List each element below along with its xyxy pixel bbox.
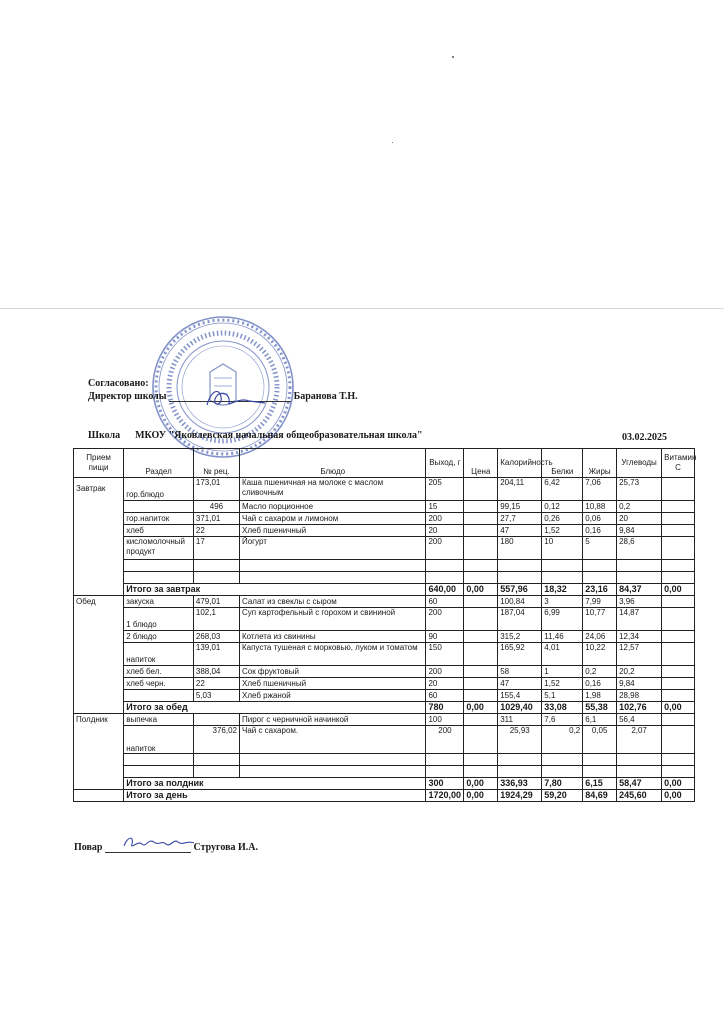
cell-vitc	[662, 690, 695, 702]
total-carbs: 84,37	[617, 584, 662, 596]
table-row	[74, 525, 695, 537]
day-total-row	[74, 790, 695, 802]
meal-breakfast: Завтрак	[74, 478, 124, 596]
cell-kcal: 165,92	[498, 643, 542, 666]
cell-recipe: 388,04	[193, 666, 239, 678]
approval-title: Согласовано:	[88, 378, 149, 389]
cell-fat: 10,77	[583, 608, 617, 631]
cell-yield: 15	[426, 501, 464, 513]
cell-dish: Каша пшеничная на молоке с маслом сливочным	[239, 478, 426, 501]
cell-recipe: 22	[193, 678, 239, 690]
cell-protein: 6,42	[542, 478, 583, 501]
school-label: Школа	[88, 430, 121, 441]
cell-kcal: 311	[498, 714, 542, 726]
day-total-price: 0,00	[464, 790, 498, 802]
cell-yield: 60	[426, 596, 464, 608]
cell-fat: 10,22	[583, 643, 617, 666]
scan-speck	[452, 56, 454, 58]
cell-vitc	[662, 666, 695, 678]
total-vitc: 0,00	[662, 778, 695, 790]
cell-fat: 24,06	[583, 631, 617, 643]
cell-protein: 3	[542, 596, 583, 608]
cell-section: закуска	[124, 596, 194, 608]
cell-vitc	[662, 478, 695, 501]
cell-fat: 7,06	[583, 478, 617, 501]
day-total-label: Итого за день	[124, 790, 426, 802]
scan-page-edge	[0, 308, 724, 309]
cell-kcal: 47	[498, 678, 542, 690]
table-row	[74, 678, 695, 690]
cook-label: Повар	[74, 842, 103, 853]
cell-protein: 10	[542, 537, 583, 560]
cell-price	[464, 501, 498, 513]
cell-protein: 6,99	[542, 608, 583, 631]
cell-yield: 200	[426, 608, 464, 631]
cell-price	[464, 678, 498, 690]
cell-vitc	[662, 608, 695, 631]
cell-price	[464, 596, 498, 608]
cell-carbs: 12,34	[617, 631, 662, 643]
cell-section: хлеб	[124, 525, 194, 537]
total-vitc: 0,00	[662, 584, 695, 596]
cell-kcal: 27,7	[498, 513, 542, 525]
director-name: Баранова Т.Н.	[293, 391, 358, 402]
cell-yield: 200	[426, 513, 464, 525]
cell-kcal: 100,84	[498, 596, 542, 608]
total-price: 0,00	[464, 778, 498, 790]
header-carbs: Углеводы	[617, 449, 662, 478]
table-row	[74, 478, 695, 501]
cell-section	[124, 690, 194, 702]
total-vitc: 0,00	[662, 702, 695, 714]
cell-vitc	[662, 501, 695, 513]
document-date: 03.02.2025	[622, 432, 667, 443]
cell-vitc	[662, 513, 695, 525]
cell-dish: Чай с сахаром.	[239, 726, 426, 754]
cell-dish: Чай с сахаром и лимоном	[239, 513, 426, 525]
total-yield: 300	[426, 778, 464, 790]
day-total-kcal: 1924,29	[498, 790, 542, 802]
cell-vitc	[662, 631, 695, 643]
cell-protein: 5,1	[542, 690, 583, 702]
meal-lunch: Обед	[74, 596, 124, 714]
scan-speck	[392, 142, 393, 143]
cell-dish: Суп картофельный с горохом и свининой	[239, 608, 426, 631]
cell-dish: Пирог с черничной начинкой	[239, 714, 426, 726]
cell-yield: 20	[426, 678, 464, 690]
cell-fat: 7,99	[583, 596, 617, 608]
cell-carbs: 9,84	[617, 678, 662, 690]
table-row	[74, 643, 695, 666]
cell-yield: 150	[426, 643, 464, 666]
cell-kcal: 25,93	[498, 726, 542, 754]
cell-recipe: 376,02	[193, 726, 239, 754]
cell-carbs: 20,2	[617, 666, 662, 678]
cell-protein: 11,46	[542, 631, 583, 643]
cell-protein: 1,52	[542, 525, 583, 537]
breakfast-total-row	[74, 584, 695, 596]
cell-section: кисломолочный продукт	[124, 537, 194, 560]
cell-price	[464, 714, 498, 726]
cell-kcal: 58	[498, 666, 542, 678]
cell-fat: 6,1	[583, 714, 617, 726]
total-fat: 55,38	[583, 702, 617, 714]
table-row	[74, 596, 695, 608]
cell-dish: Хлеб пшеничный	[239, 525, 426, 537]
cell-price	[464, 666, 498, 678]
cell-kcal: 155,4	[498, 690, 542, 702]
cell-price	[464, 643, 498, 666]
cell-dish: Котлета из свинины	[239, 631, 426, 643]
cook-signature-blank	[105, 852, 191, 853]
cell-section: напиток	[124, 643, 194, 666]
cell-section: хлеб бел.	[124, 666, 194, 678]
cell-protein: 0,12	[542, 501, 583, 513]
director-position: Директор школы	[88, 391, 167, 402]
table-row	[74, 501, 695, 513]
cell-recipe	[193, 714, 239, 726]
header-price: Цена	[464, 449, 498, 478]
total-kcal: 557,96	[498, 584, 542, 596]
cell-recipe: 17	[193, 537, 239, 560]
cell-section: гор.блюдо	[124, 478, 194, 501]
cell-section: гор.напиток	[124, 513, 194, 525]
school-name: МКОУ "Яковлевская начальная общеобразовательная школа"	[135, 430, 423, 441]
cell-dish: Салат из свеклы с сыром	[239, 596, 426, 608]
total-label: Итого за завтрак	[124, 584, 426, 596]
cell-vitc	[662, 643, 695, 666]
cell-fat: 0,16	[583, 525, 617, 537]
cell-recipe: 102,1	[193, 608, 239, 631]
cell-kcal: 315,2	[498, 631, 542, 643]
director-signature-blank	[169, 401, 291, 402]
cell-recipe: 139,01	[193, 643, 239, 666]
cell-kcal: 99,15	[498, 501, 542, 513]
table-row	[74, 714, 695, 726]
cell-yield: 200	[426, 537, 464, 560]
total-kcal: 1029,40	[498, 702, 542, 714]
meal-snack: Полдник	[74, 714, 124, 790]
cell-price	[464, 631, 498, 643]
cell-kcal: 187,04	[498, 608, 542, 631]
cell-dish: Хлеб ржаной	[239, 690, 426, 702]
cell-vitc	[662, 726, 695, 754]
cell-recipe: 5,03	[193, 690, 239, 702]
cell-carbs: 9,84	[617, 525, 662, 537]
cell-carbs: 56,4	[617, 714, 662, 726]
table-row	[74, 608, 695, 631]
cell-yield: 200	[426, 726, 464, 754]
header-kcal: Калорийность	[498, 449, 542, 478]
cell-recipe: 268,03	[193, 631, 239, 643]
total-fat: 23,16	[583, 584, 617, 596]
total-fat: 6,15	[583, 778, 617, 790]
cell-protein: 0,26	[542, 513, 583, 525]
table-row	[74, 666, 695, 678]
cell-kcal: 204,11	[498, 478, 542, 501]
cell-protein: 1,52	[542, 678, 583, 690]
cell-recipe: 173,01	[193, 478, 239, 501]
cell-fat: 1,98	[583, 690, 617, 702]
cell-fat: 10,88	[583, 501, 617, 513]
cell-dish: Сок фруктовый	[239, 666, 426, 678]
header-fat: Жиры	[583, 449, 617, 478]
cell-price	[464, 690, 498, 702]
cell-recipe: 479,01	[193, 596, 239, 608]
table-row	[74, 690, 695, 702]
table-row-empty	[74, 754, 695, 766]
day-total-yield: 1720,00	[426, 790, 464, 802]
cell-yield: 20	[426, 525, 464, 537]
cell-carbs: 28,98	[617, 690, 662, 702]
header-meal: Прием пищи	[74, 449, 124, 478]
total-carbs: 102,76	[617, 702, 662, 714]
cell-yield: 205	[426, 478, 464, 501]
cell-yield: 100	[426, 714, 464, 726]
director-signature	[169, 383, 291, 409]
cell-vitc	[662, 714, 695, 726]
snack-total-row	[74, 778, 695, 790]
day-total-protein: 59,20	[542, 790, 583, 802]
cell-carbs: 12,57	[617, 643, 662, 666]
cell-section	[124, 501, 194, 513]
cell-carbs: 14,87	[617, 608, 662, 631]
cell-price	[464, 525, 498, 537]
cell-vitc	[662, 537, 695, 560]
cell-fat: 0,06	[583, 513, 617, 525]
cell-section: выпечка	[124, 714, 194, 726]
total-yield: 780	[426, 702, 464, 714]
cell-recipe: 22	[193, 525, 239, 537]
cell-dish: Хлеб пшеничный	[239, 678, 426, 690]
cell-carbs: 28,6	[617, 537, 662, 560]
day-total-vitc: 0,00	[662, 790, 695, 802]
table-row	[74, 726, 695, 754]
cook-name: Стругова И.А.	[193, 842, 258, 853]
table-row-empty	[74, 766, 695, 778]
table-row	[74, 537, 695, 560]
total-price: 0,00	[464, 584, 498, 596]
cell-kcal: 180	[498, 537, 542, 560]
header-section: Раздел	[124, 449, 194, 478]
cell-price	[464, 608, 498, 631]
approval-signature-line	[88, 391, 358, 402]
cell-dish: Капуста тушеная с морковью, луком и томатом	[239, 643, 426, 666]
table-row-empty	[74, 560, 695, 572]
header-dish: Блюдо	[239, 449, 426, 478]
cell-vitc	[662, 596, 695, 608]
cell-price	[464, 478, 498, 501]
total-price: 0,00	[464, 702, 498, 714]
header-protein: Белки	[542, 449, 583, 478]
total-yield: 640,00	[426, 584, 464, 596]
cell-fat: 0,2	[583, 666, 617, 678]
cell-price	[464, 513, 498, 525]
table-row-empty	[74, 572, 695, 584]
total-protein: 33,08	[542, 702, 583, 714]
total-carbs: 58,47	[617, 778, 662, 790]
cell-yield: 90	[426, 631, 464, 643]
day-total-carbs: 245,60	[617, 790, 662, 802]
cell-vitc	[662, 678, 695, 690]
cell-price	[464, 537, 498, 560]
cell-vitc	[662, 525, 695, 537]
header-recipe: № рец.	[193, 449, 239, 478]
cell-yield: 200	[426, 666, 464, 678]
total-kcal: 336,93	[498, 778, 542, 790]
header-yield: Выход, г	[426, 449, 464, 478]
cell-section: напиток	[124, 726, 194, 754]
cell-kcal: 47	[498, 525, 542, 537]
total-label: Итого за обед	[124, 702, 426, 714]
cell-recipe: 371,01	[193, 513, 239, 525]
cell-section: хлеб черн.	[124, 678, 194, 690]
cell-dish: Йогурт	[239, 537, 426, 560]
cell-section: 2 блюдо	[124, 631, 194, 643]
table-row	[74, 513, 695, 525]
cell-recipe: 496	[193, 501, 239, 513]
day-total-fat: 84,69	[583, 790, 617, 802]
cell-carbs: 25,73	[617, 478, 662, 501]
cell-protein: 1	[542, 666, 583, 678]
menu-table	[73, 448, 695, 802]
cell-dish: Масло порционное	[239, 501, 426, 513]
cell-carbs: 2,07	[617, 726, 662, 754]
cell-fat: 5	[583, 537, 617, 560]
cell-price	[464, 726, 498, 754]
cell-protein: 0,2	[542, 726, 583, 754]
cell-fat: 0,05	[583, 726, 617, 754]
cell-carbs: 3,96	[617, 596, 662, 608]
cell-carbs: 20	[617, 513, 662, 525]
total-protein: 18,32	[542, 584, 583, 596]
cook-signature	[120, 834, 202, 852]
cell-carbs: 0,2	[617, 501, 662, 513]
total-label: Итого за полдник	[124, 778, 426, 790]
school-line	[88, 430, 423, 441]
cell-section: 1 блюдо	[124, 608, 194, 631]
cell-yield: 60	[426, 690, 464, 702]
lunch-total-row	[74, 702, 695, 714]
cell-fat: 0,16	[583, 678, 617, 690]
header-vitc: Витамин С	[662, 449, 695, 478]
table-row	[74, 631, 695, 643]
cell-protein: 7,6	[542, 714, 583, 726]
cell-protein: 4,01	[542, 643, 583, 666]
table-header-row	[74, 449, 695, 478]
total-protein: 7,80	[542, 778, 583, 790]
